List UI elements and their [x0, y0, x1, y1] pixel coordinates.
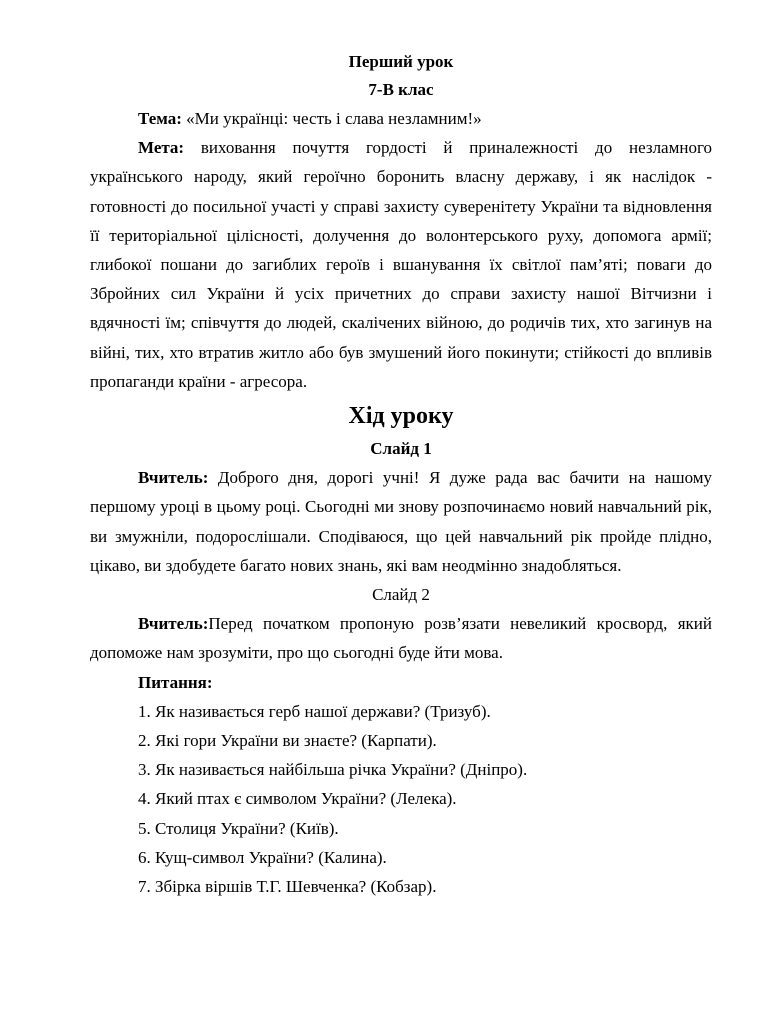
question-item: 1. Як називається герб нашої держави? (Тризуб). [138, 701, 491, 721]
question-item: 2. Які гори України ви знаєте? (Карпати). [138, 731, 437, 751]
goal-paragraph [90, 133, 712, 396]
questions-label: Питання: [138, 672, 213, 692]
slide-2-title: Слайд 2 [372, 585, 430, 605]
goal-label: Мета: [138, 138, 185, 158]
document-page [90, 48, 712, 901]
question-item: 7. Збірка віршів Т.Г. Шевченка? (Кобзар). [138, 877, 437, 897]
speaker-label: Вчитель: [138, 468, 209, 488]
goal-text: виховання почуття гордості й приналежності до незламного українського народу, який героїчно боронить власну державу, і як наслідок - готовності до посильної участі у справі захисту суверенітету України та відновлення її територіальної цілісності, долучення до волонтерського руху, допомога армії; глибокої пошани до загиблих героїв і вшанування їх світлої пам’яті; поваги до Збройних сил України й усіх причетних до справи захисту нашої Вітчизни і вдячності їм; співчуття до людей, скалічених війною, до родичів тих, хто загинув на війні, тих, хто втратив житло або був змушений його покинути; стійкості до впливів пропаганди країни - агресора. [90, 138, 712, 391]
question-item: 6. Кущ-символ України? (Калина). [138, 847, 387, 867]
question-item: 4. Який птах є символом України? (Лелека). [138, 789, 457, 809]
speaker-label: Вчитель: [138, 614, 209, 634]
theme-label: Тема: [138, 109, 182, 128]
lesson-heading: Хід уроку [348, 403, 454, 430]
slide-2-paragraph [90, 609, 712, 667]
question-item: 3. Як називається найбільша річка України? (Дніпро). [138, 760, 528, 780]
theme-text: «Ми українці: честь і слава незламним!» [181, 109, 482, 128]
slide-2-text: Перед початком пропоную розв’язати невеликий кросворд, який допоможе нам зрозуміти, про що сьогодні буде йти мова. [90, 614, 712, 663]
slide-1-title: Слайд 1 [370, 439, 432, 459]
slide-1-text: Доброго дня, дорогі учні! Я дуже рада вас бачити на нашому першому уроці в цьому році. Сьогодні ми знову розпочинаємо новий навчальний рік, ви змужніли, подорослішали. Сподіваюся, що цей навчальний рік пройде плідно, цікаво, ви здобудете багато нових знань, які вам неодмінно знадобляться. [90, 468, 712, 575]
question-item: 5. Столиця України? (Київ). [138, 818, 339, 838]
class-label: 7-В клас [368, 80, 434, 99]
theme-line [90, 104, 712, 133]
lesson-title: Перший урок [348, 52, 454, 71]
slide-1-paragraph [90, 463, 712, 580]
